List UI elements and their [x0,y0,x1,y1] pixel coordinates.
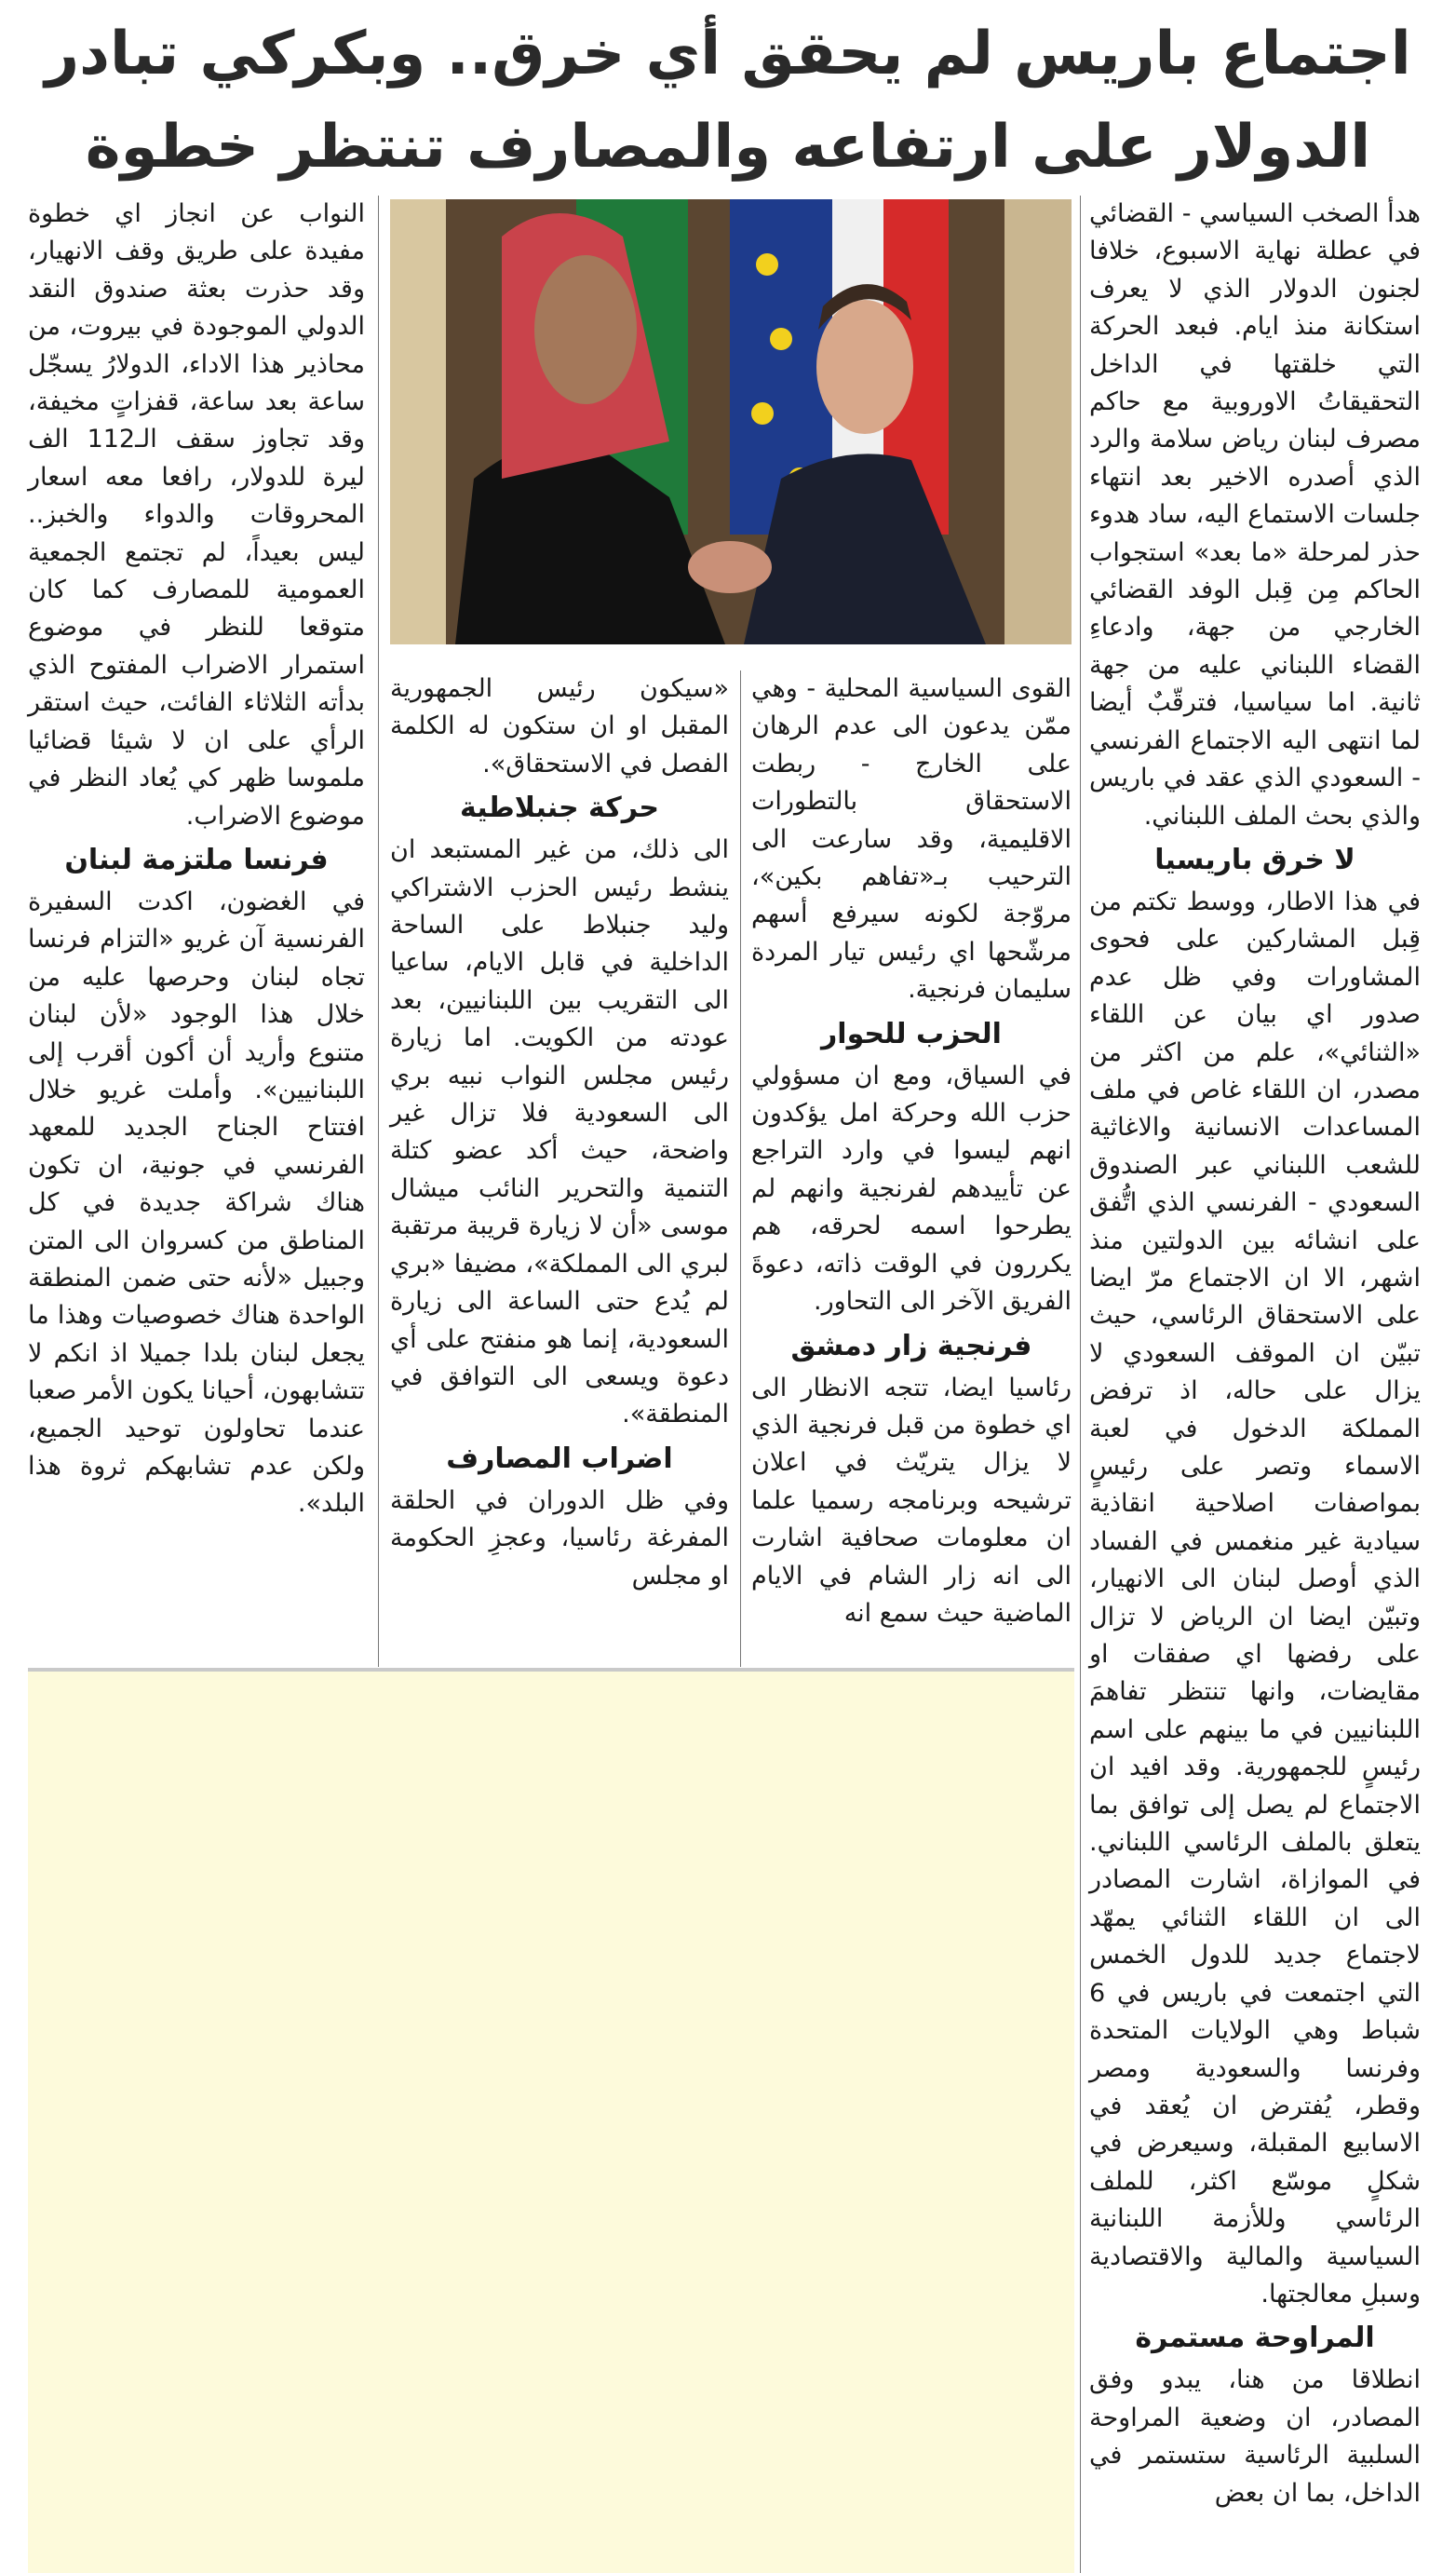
column-left [28,196,365,1523]
column-mid-right [751,670,1072,1632]
column-divider [740,670,741,1667]
column-right [1089,196,1421,2512]
column-divider [378,196,379,1667]
paragraph: في هذا الاطار، ووسط تكتم من قِبل المشاركين على فحوى المشاورات وفي ظل عدم صدور اي بيان عن اللقاء «الثنائي»، علم من اكثر من مصدر، ان اللقاء غاص في ملف المساعدات الانسانية والاغاثية للشعب اللبناني عبر الصندوق السعودي - الفرنسي الذي اتُّفق على انشائه بين الدولتين منذ اشهر، الا ان الاجتماع مرّ ايضا على الاستحقاق الرئاسي، حيث تبيّن ان الموقف السعودي لا يزال على حاله، اذ ترفض المملكة الدخول في لعبة الاسماء وتصر على رئيسٍ بمواصفات اصلاحية انقاذية سيادية غير منغمس في الفساد الذي أوصل لبنان الى الانهيار، وتبيّن ايضا ان الرياض لا تزال على رفضها اي صفقات او مقايضات، وانها تنتظر تفاهمَ اللبنانيين في ما بينهم على اسم رئيسٍ للجمهورية. وقد افيد ان الاجتماع لم يصل إلى توافق بما يتعلق بالملف الرئاسي اللبناني. في الموازاة، اشارت المصادر الى ان اللقاء الثنائي يمهّد لاجتماع جديد للدول الخمس التي اجتمعت في باريس في 6 شباط وهي الولايات المتحدة وفرنسا والسعودية ومصر وقطر، يُفترض ان يُعقد في الاسابيع المقبلة، وسيعرض في شكلٍ موسّع اكثر، للملف الرئاسي وللأزمة اللبنانية السياسية والمالية والاقتصادية وسبلِ معالجتها. [1089,887,1421,2309]
headline-line-1: اجتماع باريس لم يحقق أي خرق.. وبكركي تبادر [45,20,1411,88]
paragraph: في السياق، ومع ان مسؤولي حزب الله وحركة امل يؤكدون انهم ليسوا في وارد التراجع عن تأييدهم لفرنجية وانهم لم يطرحوا اسمه لحرقه، هم يكررون في الوقت ذاته، دعوةَ الفريق الآخر الى التحاور. [751,1061,1072,1317]
photo-macron-mbs-handshake [390,199,1072,644]
paragraph: رئاسيا ايضا، تتجه الانظار الى اي خطوة من قبل فرنجية الذي لا يزال يتريّث في اعلان ترشيحه وبرنامجه رسميا علما ان معلومات صحافية اشارت الى انه زار الشام في الايام الماضية حيث سمع انه [751,1373,1072,1628]
column-divider [1080,196,1081,2573]
subheading: فرنسا ملتزمة لبنان [64,843,329,876]
paragraph: الى ذلك، من غير المستبعد ان ينشط رئيس الحزب الاشتراكي وليد جنبلاط على الساحة الداخلية في قابل الايام، ساعيا الى التقريب بين اللبنانيين، بعد عودته من الكويت. اما زيارة رئيس مجلس النواب نبيه بري الى السعودية فلا تزال غير واضحة، حيث أكد عضو كتلة التنمية والتحرير النائب ميشال موسى «أن لا زيارة قريبة مرتقبة لبري الى المملكة»، مضيفا «بري لم يُدع حتى الساعة الى زيارة السعودية، إنما هو منفتح على أي دعوة ويسعى الى التوافق في المنطقة». [390,835,729,1429]
paragraph: القوى السياسية المحلية - وهي ممّن يدعون الى عدم الرهان على الخارج - ربطت الاستحقاق بالتطورات الاقليمية، وقد سارعت الى الترحيب بـ«تفاهم بكين»، مروّجة لكونه سيرفع أسهم مرشّحها اي رئيس تيار المردة سليمان فرنجية. [751,674,1072,1005]
paragraph: وفي ظل الدوران في الحلقة المفرغة رئاسيا، وعجزِ الحكومة او مجلس [390,1485,729,1591]
subheading: لا خرق باريسيا [1154,843,1355,876]
paragraph: انطلاقا من هنا، يبدو وفق المصادر، ان وضعية المراوحة السلبية الرئاسية ستستمر في الداخل، بما ان بعض [1089,2365,1421,2508]
advert-placeholder [28,1672,1074,2573]
paragraph: في الغضون، اكدت السفيرة الفرنسية آن غريو «التزام فرنسا تجاه لبنان وحرصها عليه من خلال هذا الوجود «لأن لبنان متنوع وأريد أن أكون أقرب إلى اللبنانيين». وأملت غريو خلال افتتاح الجناح الجديد للمعهد الفرنسي في جونية، ان تكون هناك شراكة جديدة في كل المناطق من كسروان الى المتن وجبيل «لأنه حتى ضمن المنطقة الواحدة هناك خصوصيات وهذا ما يجعل لبنان بلدا جميلا اذ انكم لا تتشابهون، أحيانا يكون الأمر صعبا عندما تحاولون توحيد الجميع، ولكن عدم تشابهكم ثروة هذا البلد». [28,887,365,1519]
subheading: اضراب المصارف [446,1442,673,1475]
subheading: الحزب للحوار [821,1017,1002,1050]
subheading: حركة جنبلاطية [460,792,659,825]
paragraph: «سيكون رئيس الجمهورية المقبل او ان ستكون له الكلمة الفصل في الاستحقاق». [390,674,729,779]
subheading: المراوحة مستمرة [1135,2322,1375,2355]
subheading: فرنجية زار دمشق [790,1329,1032,1362]
headline-line-2: الدولار على ارتفاعه والمصارف تنتظر خطوة [85,113,1371,182]
paragraph: النواب عن انجاز اي خطوة مفيدة على طريق وقف الانهيار، وقد حذرت بعثة صندوق النقد الدولي الموجودة في بيروت، من محاذير هذا الاداء، الدولارُ يسجّل ساعة بعد ساعة، قفزاتٍ مخيفة، وقد تجاوز سقف الـ112 الف ليرة للدولار، رافعا معه اسعار المحروقات والدواء والخبز.. ليس بعيداً، لم تجتمع الجمعية العمومية للمصارف كما كان متوقعا للنظر في موضوع استمرار الاضراب المفتوح الذي بدأته الثلاثاء الفائت، حيث استقر الرأي على ان لا شيئا قضائيا ملموسا ظهر كي يُعاد النظر في موضوع الاضراب. [28,199,365,831]
column-mid-left [390,670,729,1595]
paragraph: هدأ الصخب السياسي - القضائي في عطلة نهاية الاسبوع، خلافا لجنون الدولار الذي لا يعرف استكانة منذ ايام. فبعد الحركة التي خلقتها في الداخل التحقيقاتُ الاوروبية مع حاكم مصرف لبنان رياض سلامة والرد الذي أصدره الاخير بعد انتهاء جلسات الاستماع اليه، ساد هدوء حذر لمرحلة «ما بعد» استجواب الحاكم مِن قِبل الوفد القضائي الخارجي من جهة، وادعاءِ القضاء اللبناني عليه من جهة ثانية. اما سياسيا، فترقّبٌ أيضا لما انتهى اليه الاجتماع الفرنسي - السعودي الذي عقد في باريس والذي بحث الملف اللبناني. [1089,199,1421,831]
